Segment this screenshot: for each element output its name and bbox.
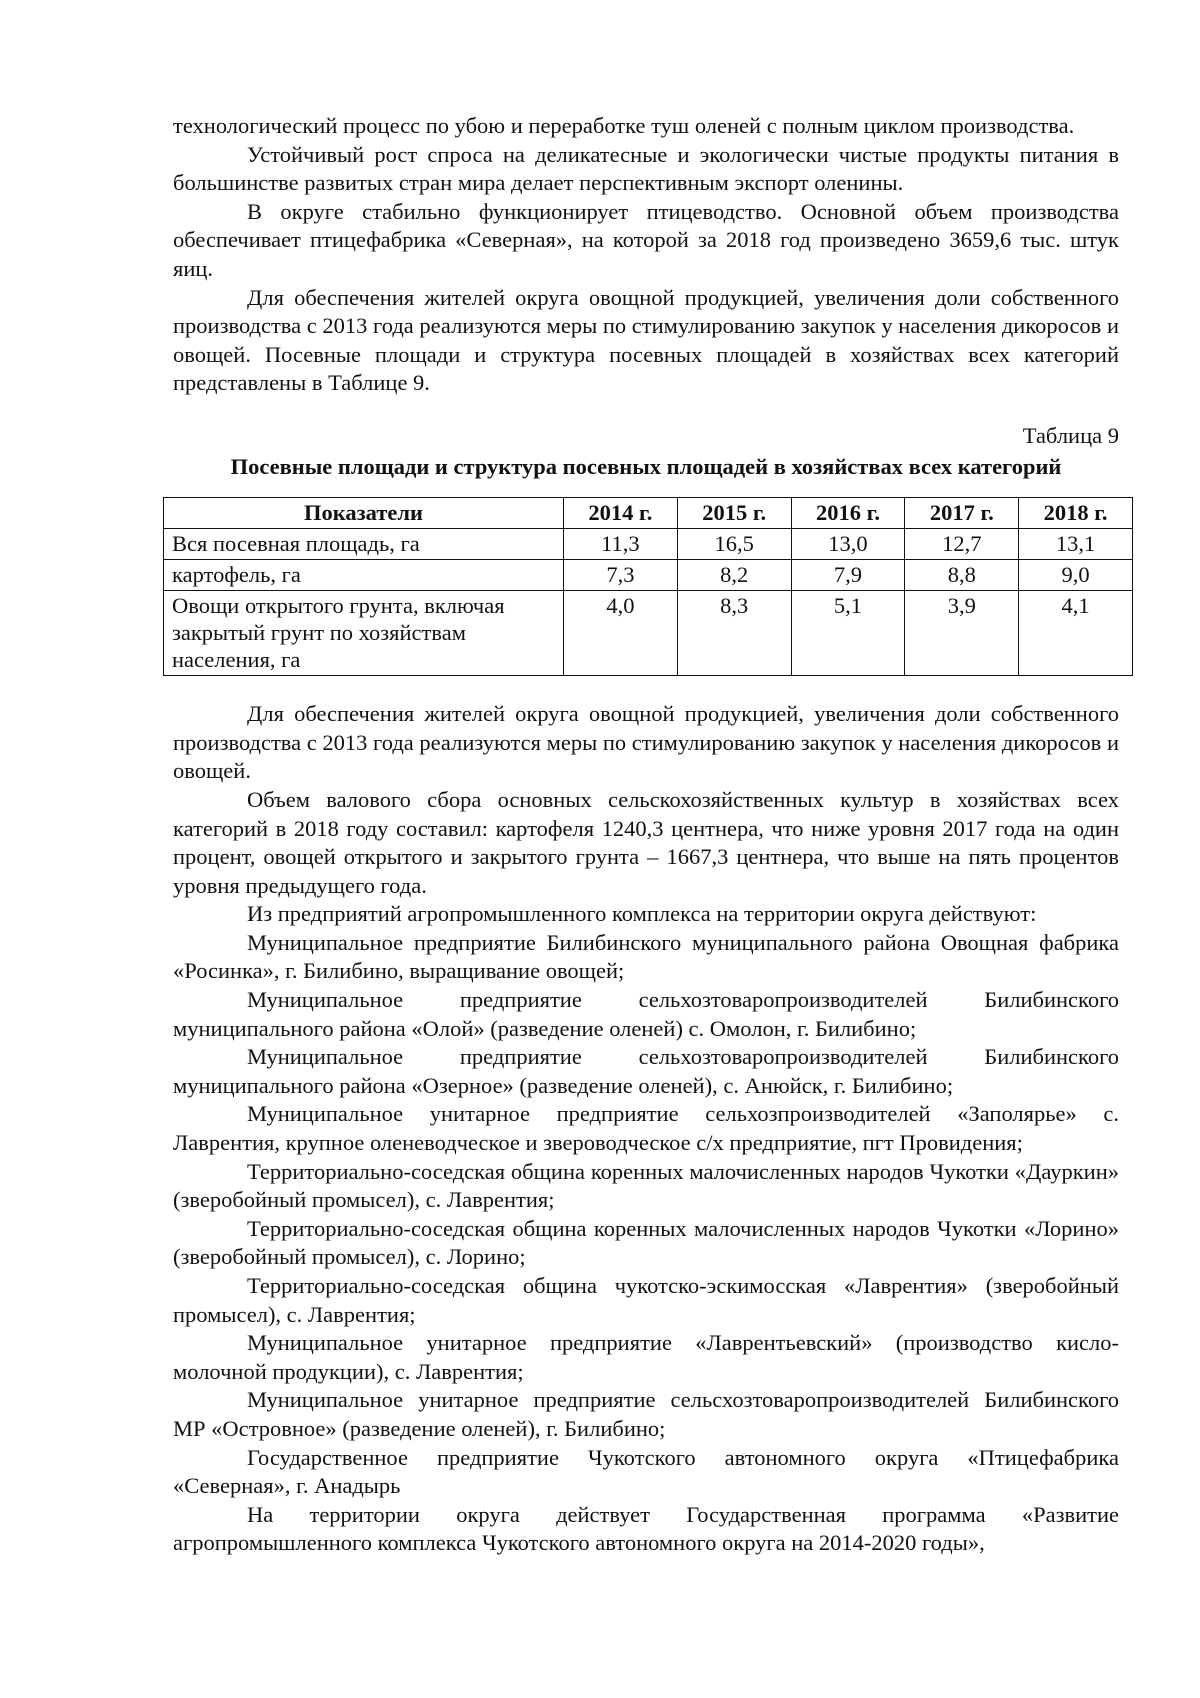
table-cell: 16,5 [677,529,791,560]
table-row [164,560,1133,591]
table-cell: 11,3 [564,529,678,560]
crop-area-table [163,497,1133,676]
list-item: Муниципальное предприятие Билибинского муниципального района Овощная фабрика «Росинка», г. Билибино, выращивание овощей; [173,929,1119,984]
list-item: Территориально-соседская община чукотско-эскимосская «Лаврентия» (зверобойный промысел), с. Лаврентия; [173,1273,1119,1327]
list-item: Муниципальное предприятие сельхозтоваропроизводителей Билибинского муниципального района «Озерное» (разведение оленей), с. Анюйск, г. Билибино; [173,1044,1119,1098]
paragraph: Объем валового сбора основных сельскохозяйственных культур в хозяйствах всех категорий в 2018 году составил: картофеля 1240,3 центнера, что ниже уровня 2017 года на один процент, овощей открытого и закрытого грунта – 1667,3 центнера, что выше на пять процентов уровня предыдущего года. [173,786,1119,898]
header-cell: 2018 г. [1019,498,1133,529]
table-cell: 13,0 [791,529,905,560]
header-cell: 2015 г. [677,498,791,529]
list-item: Муниципальное унитарное предприятие сельхозпроизводителей «Заполярье» с. Лаврентия, крупное оленеводческое и звероводческое с/х предприятие, пгт Провидения; [173,1101,1119,1156]
header-cell: 2016 г. [791,498,905,529]
table-cell: 7,3 [564,560,678,591]
table-cell: 13,1 [1019,529,1133,560]
paragraph: Для обеспечения жителей округа овощной продукцией, увеличения доли собственного производства с 2013 года реализуются меры по стимулированию закупок у населения дикоросов и овощей. [173,701,1119,784]
row-label: Вся посевная площадь, га [164,529,564,560]
paragraph: На территории округа действует Государственная программа «Развитие агропромышленного комплекса Чукотского автономного округа на 2014-2020 годы», [173,1501,1119,1556]
document-body [173,112,1119,1558]
table-row [164,529,1133,560]
header-cell: 2014 г. [564,498,678,529]
header-cell: 2017 г. [905,498,1019,529]
table-cell: 12,7 [905,529,1019,560]
table-cell: 7,9 [791,560,905,591]
paragraph: Из предприятий агропромышленного комплекса на территории округа действуют: [247,901,1037,927]
list-item: Муниципальное унитарное предприятие сельсхозтоваропроизводителей Билибинского МР «Островное» (разведение оленей), г. Билибино; [173,1387,1119,1441]
table-cell: 5,1 [791,591,905,676]
paragraph: технологический процесс по убою и переработке туш оленей с полным циклом производства. [173,113,1075,138]
table-header-row [164,498,1133,529]
list-item: Муниципальное унитарное предприятие «Лаврентьевский» (производство кисло-молочной продукции), с. Лаврентия; [173,1330,1119,1384]
list-item: Территориально-соседская община коренных малочисленных народов Чукотки «Дауркин» (зверобойный промысел), с. Лаврентия; [173,1158,1119,1213]
table-cell: 4,0 [564,591,678,676]
table-cell: 9,0 [1019,560,1133,591]
table-title: Посевные площади и структура посевных площадей в хозяйствах всех категорий [230,453,1062,479]
table-cell: 8,3 [677,591,791,676]
paragraph: В округе стабильно функционирует птицеводство. Основной объем производства обеспечивает птицефабрика «Северная», на которой за 2018 год произведено 3659,6 тыс. штук яиц. [173,198,1119,281]
list-item: Территориально-соседская община коренных малочисленных народов Чукотки «Лорино» (зверобойный промысел), с. Лорино; [173,1215,1119,1270]
paragraph: Для обеспечения жителей округа овощной продукцией, увеличения доли собственного производства с 2013 года реализуются меры по стимулированию закупок у населения дикоросов и овощей. Посевные площади и структура посевных площадей в хозяйствах всех категорий представлены в Таблице 9. [173,284,1119,396]
table-number: Таблица 9 [1022,422,1119,448]
table-cell: 8,2 [677,560,791,591]
paragraph: Устойчивый рост спроса на деликатесные и экологически чистые продукты питания в большинстве развитых стран мира делает перспективным экспорт оленины. [173,141,1119,196]
row-label: Овощи открытого грунта, включая закрытый грунт по хозяйствам населения, га [164,591,564,676]
table-row [164,591,1133,676]
row-label: картофель, га [164,560,564,591]
list-item: Муниципальное предприятие сельхозтоваропроизводителей Билибинского муниципального района «Олой» (разведение оленей) с. Омолон, г. Билибино; [173,987,1119,1041]
list-item: Государственное предприятие Чукотского автономного округа «Птицефабрика «Северная», г. Анадырь [173,1444,1119,1499]
table-cell: 8,8 [905,560,1019,591]
table-cell: 3,9 [905,591,1019,676]
table-cell: 4,1 [1019,591,1133,676]
header-cell: Показатели [164,498,564,529]
